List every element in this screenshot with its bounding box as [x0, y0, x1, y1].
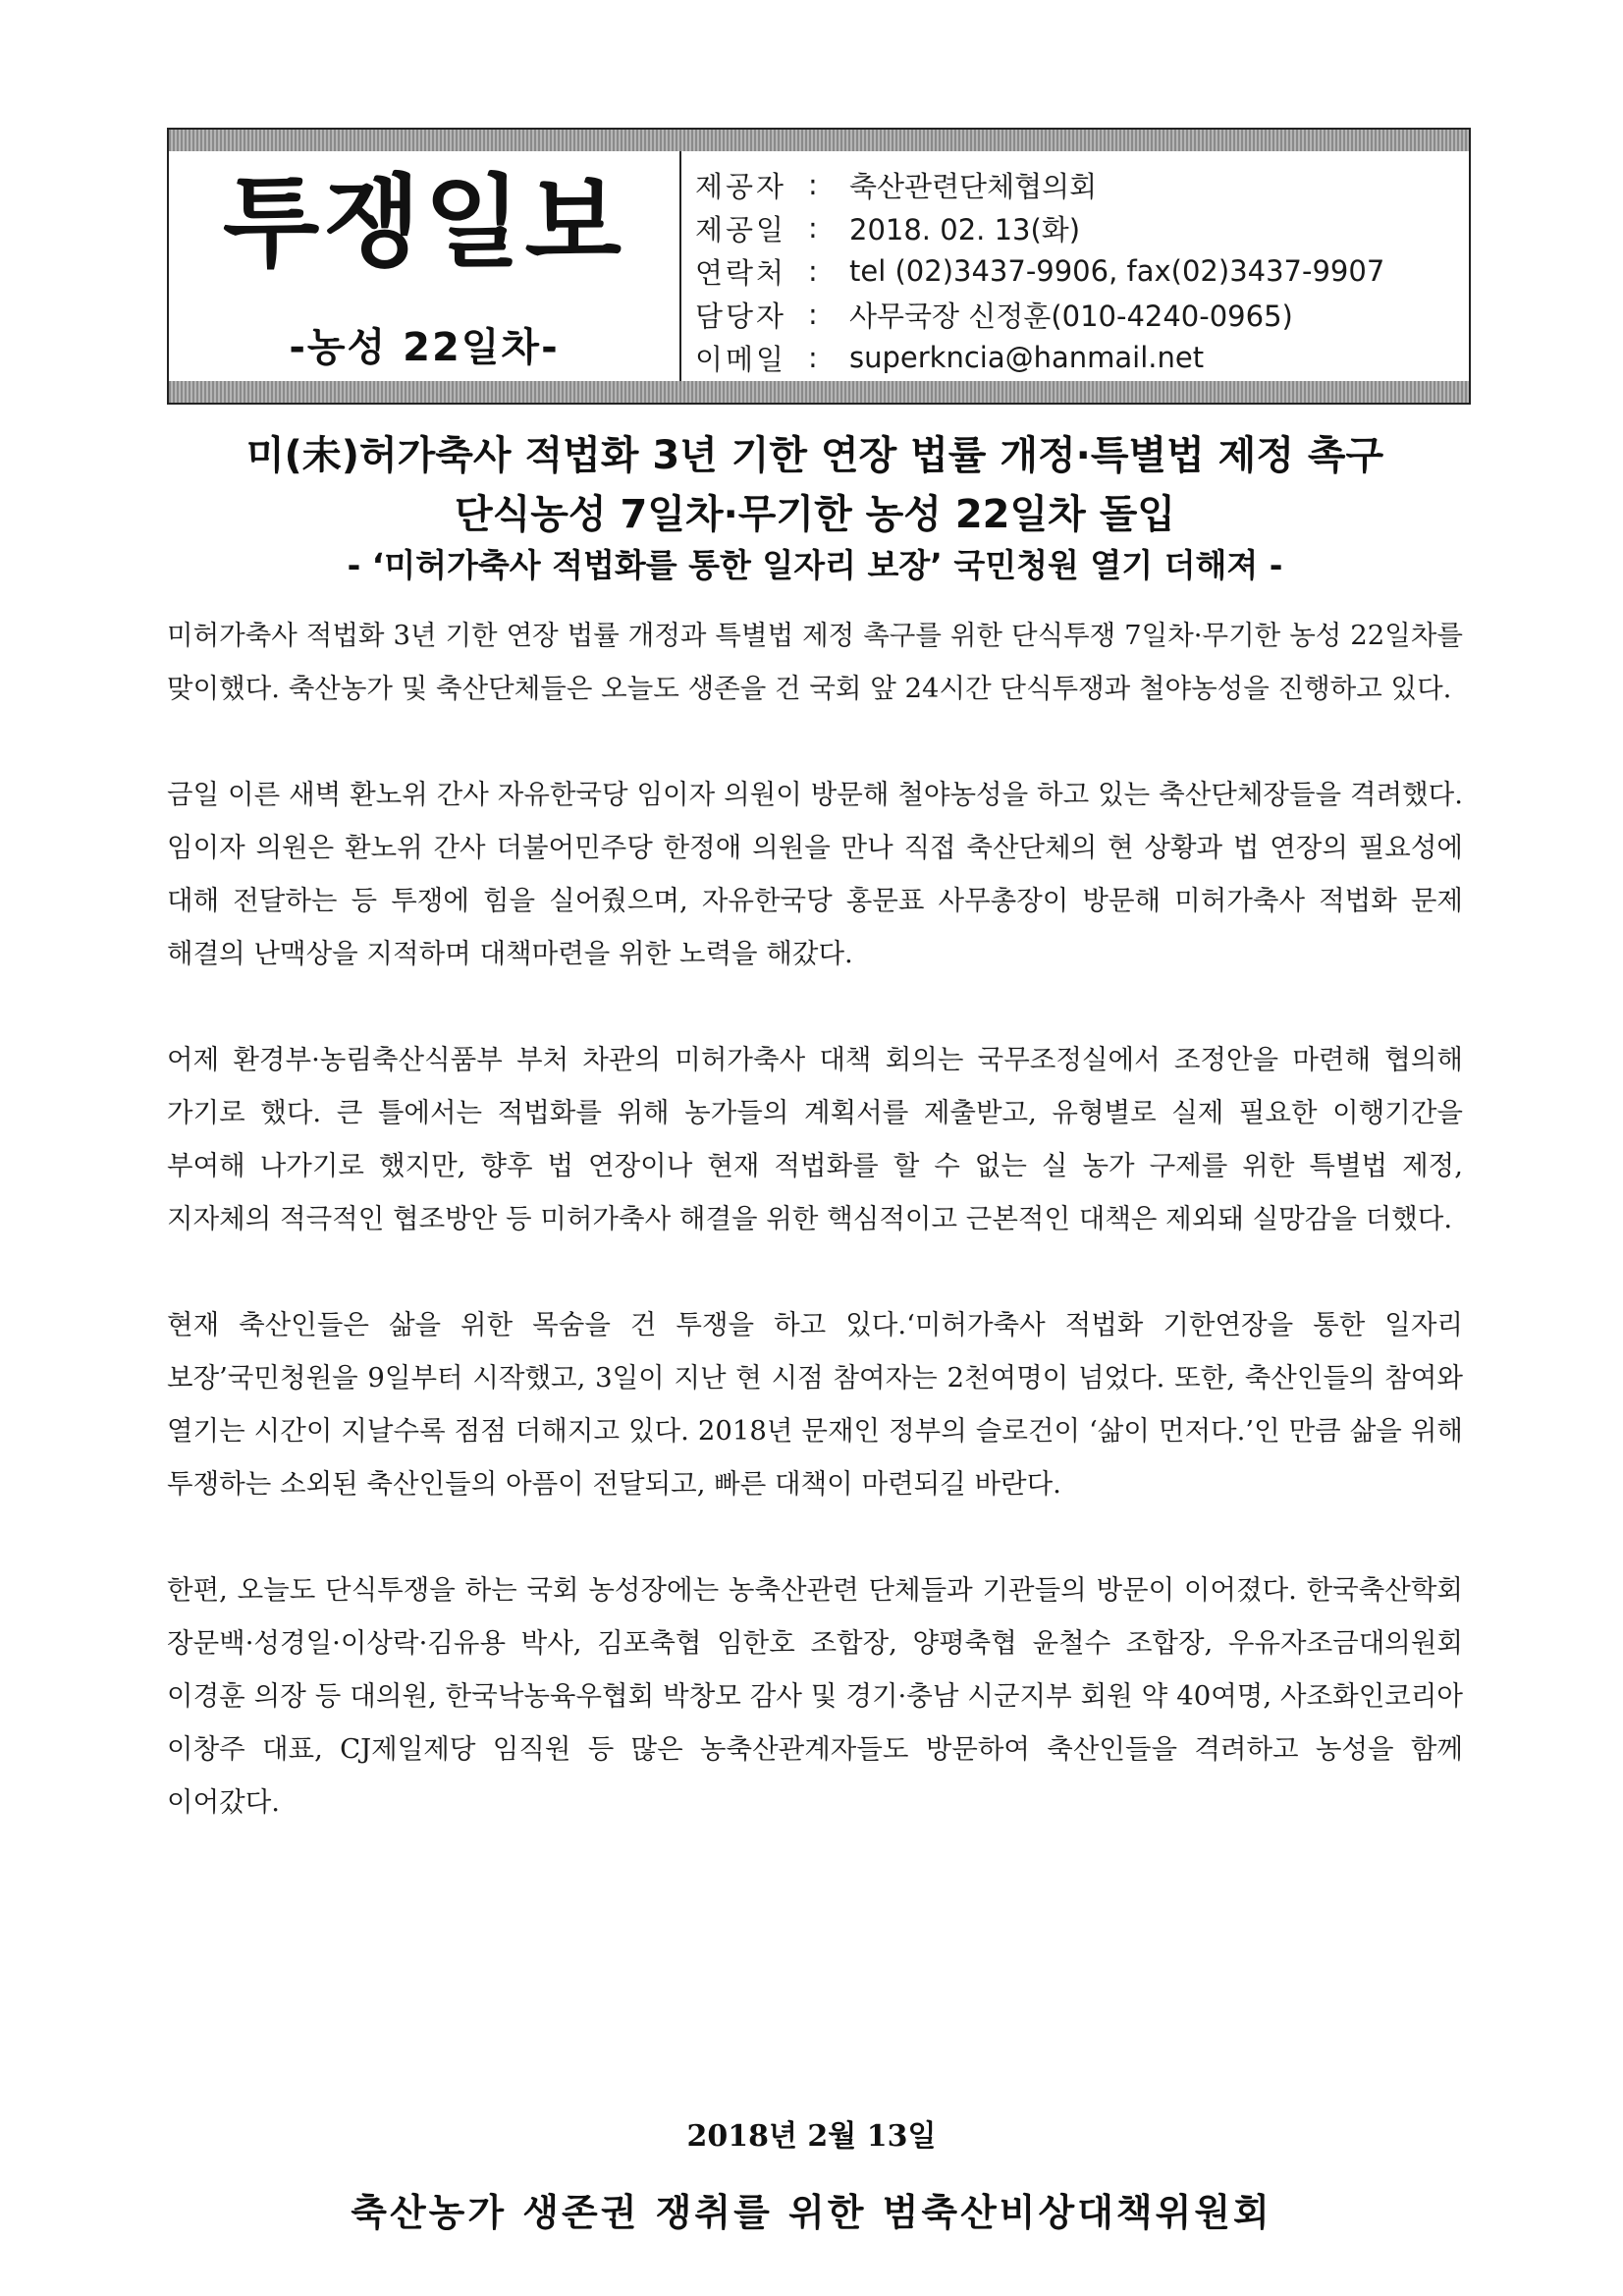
info-key: 제공일: [695, 212, 787, 246]
info-sep: :: [808, 298, 818, 331]
issuing-organization: 축산농가 생존권 쟁취를 위한 범축산비상대책위원회: [351, 2190, 1272, 2234]
info-panel: [695, 163, 1449, 379]
info-row-email: [695, 336, 1449, 379]
header-bottom-bar: [169, 381, 1469, 403]
headline: 미(未)허가축사 적법화 3년 기한 연장 법률 개정·특별법 제정 촉구: [245, 433, 1384, 478]
header-box: [167, 128, 1471, 405]
info-sep: :: [808, 254, 818, 288]
paragraph: 금일 이른 새벽 환노위 간사 자유한국당 임이자 의원이 방문해 철야농성을 하고 있는 축산단체장들을 격려했다. 임이자 의원은 환노위 간사 더불어민주당 한정애 의원을 만나 직접 축산단체의 현 상황과 법 연장의 필요성에 대해 전달하는 등 투쟁에 힘을 실어줬으며, 자유한국당 홍문표 사무총장이 방문해 미허가축사 적법화 문제 해결의 난맥상을 지적하며 대책마련을 위한 노력을 해갔다.: [167, 779, 1463, 969]
info-sep: :: [808, 211, 818, 245]
info-value: 2018. 02. 13(화): [849, 212, 1081, 246]
paragraph: 어제 환경부·농림축산식품부 부처 차관의 미허가축사 대책 회의는 국무조정실에서 조정안을 마련해 협의해 가기로 했다. 큰 틀에서는 적법화를 위해 농가들의 계획서를 제출받고, 유형별로 실제 필요한 이행기간을 부여해 나가기로 했지만, 향후 법 연장이나 현재 적법화를 할 수 없는 실 농가 구제를 위한 특별법 제정, 지자체의 적극적인 협조방안 등 미허가축사 해결을 위한 핵심적이고 근본적인 대책은 제외돼 실망감을 더했다.: [167, 1044, 1463, 1234]
info-value: 사무국장 신정훈(010-4240-0965): [849, 299, 1293, 333]
info-sep: :: [808, 341, 818, 374]
masthead-title: 투쟁일보: [222, 165, 626, 282]
info-row-manager: [695, 293, 1449, 336]
info-sep: :: [808, 168, 818, 201]
info-row-contact: [695, 249, 1449, 293]
paragraph: 미허가축사 적법화 3년 기한 연장 법률 개정과 특별법 제정 촉구를 위한 단식투쟁 7일차·무기한 농성 22일차를 맞이했다. 축산농가 및 축산단체들은 오늘도 생존을 건 국회 앞 24시간 단식투쟁과 철야농성을 진행하고 있다.: [167, 620, 1463, 704]
paragraph: 현재 축산인들은 삶을 위한 목숨을 건 투쟁을 하고 있다.‘미허가축사 적법화 기한연장을 통한 일자리 보장’국민청원을 9일부터 시작했고, 3일이 지난 현 시점 참여자는 2천여명이 넘었다. 또한, 축산인들의 참여와 열기는 시간이 지날수록 점점 더해지고 있다. 2018년 문재인 정부의 슬로건이 ‘삶이 먼저다.’인 만큼 삶을 위해 투쟁하는 소외된 축산인들의 아픔이 전달되고, 빠른 대책이 마련되길 바란다.: [167, 1309, 1463, 1500]
kicker-line: - ‘미허가축사 적법화를 통한 일자리 보장’ 국민청원 열기 더해져 -: [347, 546, 1283, 584]
issue-date: 2018년 2월 13일: [686, 2119, 937, 2154]
info-row-provider: [695, 163, 1449, 206]
info-key: 이메일: [695, 342, 787, 376]
header-top-bar: [169, 130, 1469, 151]
article-body: [167, 609, 1463, 1882]
info-value: superkncia@hanmail.net: [849, 341, 1205, 374]
sit-in-day-label: -농성 22일차-: [289, 325, 560, 370]
info-row-date: [695, 206, 1449, 249]
info-key: 담당자: [695, 299, 787, 333]
masthead-panel: [169, 151, 681, 381]
info-key: 제공자: [695, 169, 787, 203]
info-value: tel (02)3437-9906, fax(02)3437-9907: [849, 254, 1385, 288]
info-key: 연락처: [695, 255, 787, 290]
sub-headline: 단식농성 7일차·무기한 농성 22일차 돌입: [455, 492, 1175, 537]
paragraph: 한편, 오늘도 단식투쟁을 하는 국회 농성장에는 농축산관련 단체들과 기관들의 방문이 이어졌다. 한국축산학회 장문백·성경일·이상락·김유용 박사, 김포축협 임한호 조합장, 양평축협 윤철수 조합장, 우유자조금대의원회 이경훈 의장 등 대의원, 한국낙농육우협회 박창모 감사 및 경기·충남 시군지부 회원 약 40여명, 사조화인코리아 이창주 대표, CJ제일제당 임직원 등 많은 농축산관계자들도 방문하여 축산인들을 격려하고 농성을 함께 이어갔다.: [167, 1574, 1463, 1818]
info-value: 축산관련단체협의회: [849, 169, 1098, 203]
